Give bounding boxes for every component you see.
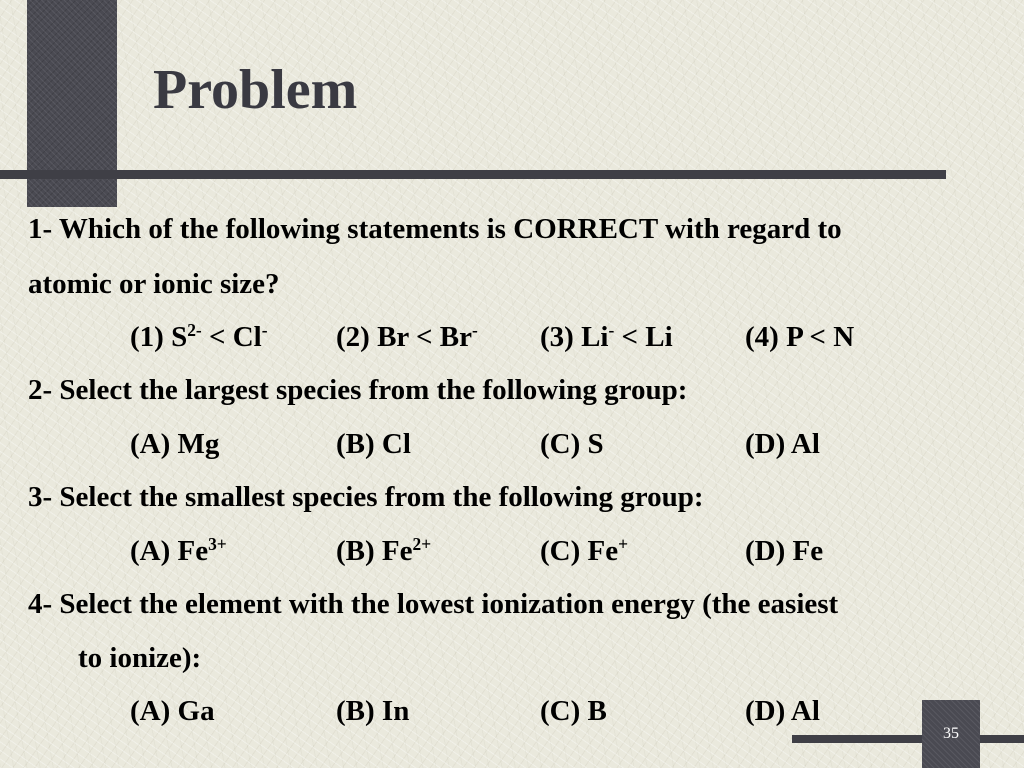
page-number: 35 — [943, 725, 959, 742]
option-text: (4) P < N — [745, 321, 855, 353]
question-4-option-c: (C) B — [540, 695, 607, 727]
question-2-option-d: (D) Al — [745, 428, 820, 460]
slide-title: Problem — [153, 59, 358, 121]
option-superscript: 3+ — [208, 534, 227, 555]
question-4-line-1: 4- Select the element with the lowest ionization energy (the easiest — [28, 588, 839, 620]
option-text: < Cl — [201, 321, 262, 353]
option-superscript: - — [261, 320, 268, 341]
option-superscript: 2- — [187, 320, 202, 341]
option-text: (2) Br < Br — [336, 321, 472, 353]
question-4-option-a: (A) Ga — [130, 695, 215, 727]
question-1-option-1 — [130, 320, 268, 353]
question-4-option-d: (D) Al — [745, 695, 820, 727]
question-3-option-d — [745, 537, 823, 566]
option-text: < Li — [614, 321, 673, 353]
question-1-line-1: 1- Which of the following statements is CORRECT with regard to — [28, 213, 842, 245]
question-1-option-3 — [540, 320, 673, 353]
question-3-option-b — [336, 534, 432, 567]
question-3-option-c — [540, 534, 629, 567]
question-3-line-1: 3- Select the smallest species from the following group: — [28, 481, 704, 513]
question-1-line-2: atomic or ionic size? — [28, 268, 280, 300]
option-text: (1) S — [130, 321, 188, 353]
question-1-option-4 — [745, 323, 854, 352]
option-superscript: + — [618, 534, 629, 555]
footer-divider-bar — [792, 735, 1024, 743]
option-text: (D) Fe — [745, 535, 824, 567]
title-divider-bar — [0, 170, 946, 179]
option-superscript: - — [608, 320, 615, 341]
question-2-option-c: (C) S — [540, 428, 604, 460]
question-2-option-a: (A) Mg — [130, 428, 220, 460]
question-3-option-a — [130, 534, 227, 567]
option-text: (B) Fe — [336, 535, 413, 567]
question-2-option-b: (B) Cl — [336, 428, 411, 460]
option-text: (A) Fe — [130, 535, 209, 567]
option-text: (3) Li — [540, 321, 609, 353]
question-4-line-2: to ionize): — [78, 642, 202, 674]
option-superscript: - — [472, 320, 478, 341]
question-1-option-2 — [336, 320, 478, 353]
question-2-line-1: 2- Select the largest species from the following group: — [28, 374, 688, 406]
option-superscript: 2+ — [412, 534, 432, 555]
option-text: (C) Fe — [540, 535, 619, 567]
question-4-option-b: (B) In — [336, 695, 410, 727]
